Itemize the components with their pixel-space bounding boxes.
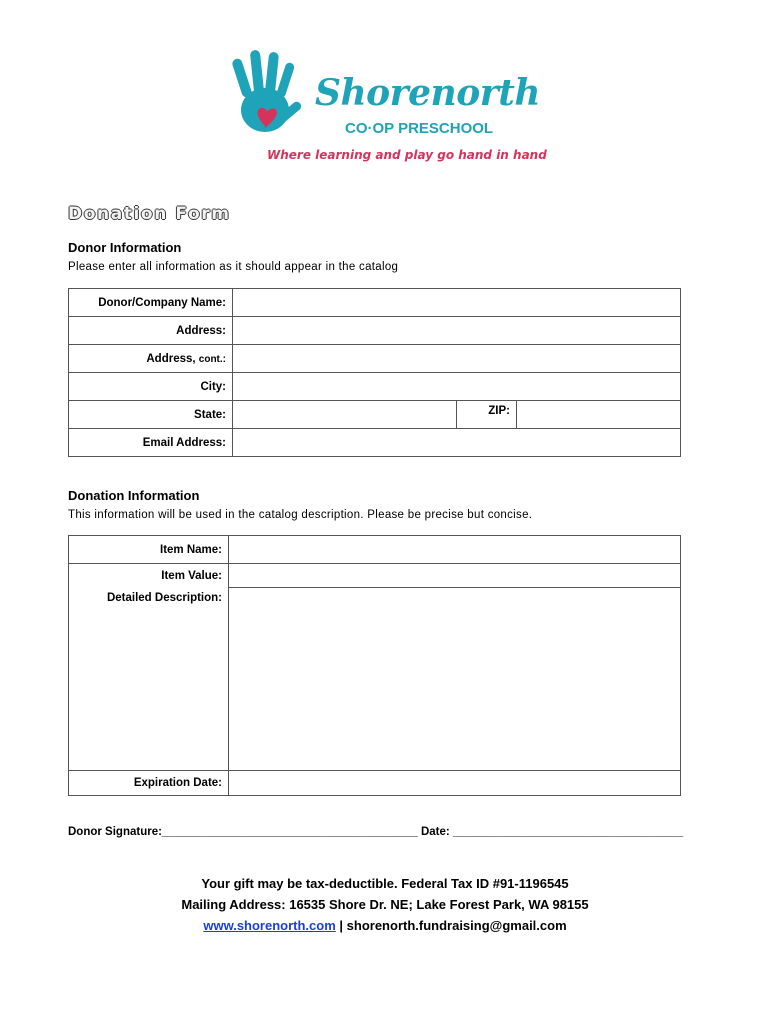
email-label: Email Address: — [69, 429, 233, 457]
city-label: City: — [69, 373, 233, 401]
expiration-field[interactable] — [229, 771, 681, 796]
item-name-label: Item Name: — [69, 536, 229, 564]
signature-label: Donor Signature: — [68, 826, 162, 838]
item-name-field[interactable] — [229, 536, 681, 564]
city-field[interactable] — [233, 373, 681, 401]
state-label: State: — [69, 401, 233, 429]
mailing-address: Mailing Address: 16535 Shore Dr. NE; Lake Forest Park, WA 98155 — [181, 897, 589, 912]
address2-label-main: Address, — [146, 352, 196, 365]
zip-field[interactable] — [517, 401, 681, 429]
email-field[interactable] — [233, 429, 681, 457]
item-value-label: Item Value: — [69, 564, 229, 588]
logo-name: Shorenorth — [315, 72, 541, 114]
contact-separator: | — [335, 918, 347, 933]
date-field[interactable]: ____________________________________ — [452, 826, 684, 838]
tax-note: Your gift may be tax-deductible. Federal Tax ID #91-1196545 — [201, 876, 569, 891]
donor-name-label: Donor/Company Name: — [69, 289, 233, 317]
description-label: Detailed Description: — [69, 588, 229, 771]
signature-field[interactable]: ________________________________________ — [161, 826, 418, 838]
expiration-label: Expiration Date: — [69, 771, 229, 796]
address-field[interactable] — [233, 317, 681, 345]
address2-label — [69, 345, 233, 373]
zip-label: ZIP: — [457, 401, 517, 429]
donor-name-field[interactable] — [233, 289, 681, 317]
description-field[interactable] — [229, 588, 681, 771]
logo-tagline: Where learning and play go hand in hand — [267, 148, 547, 162]
address2-label-small: cont.: — [198, 353, 226, 365]
signature-line — [68, 826, 683, 838]
contact-line — [0, 918, 770, 933]
date-label: Date: — [420, 826, 450, 838]
donation-note: This information will be used in the catalog description. Please be precise but concise. — [68, 509, 533, 521]
handprint-icon — [225, 48, 320, 148]
donor-note: Please enter all information as it should appear in the catalog — [68, 261, 399, 273]
logo-subtitle: CO·OP PRESCHOOL — [345, 120, 494, 137]
donor-table — [68, 288, 681, 457]
donor-heading: Donor Information — [68, 240, 182, 255]
state-field[interactable] — [233, 401, 457, 429]
form-title: Donation Form — [68, 204, 231, 224]
contact-email: shorenorth.fundraising@gmail.com — [346, 918, 567, 933]
address2-field[interactable] — [233, 345, 681, 373]
website-link[interactable]: www.shorenorth.com — [203, 918, 336, 933]
item-value-field[interactable] — [229, 564, 681, 588]
logo — [225, 48, 547, 166]
address-label: Address: — [69, 317, 233, 345]
donation-heading: Donation Information — [68, 488, 200, 503]
donation-table — [68, 535, 681, 796]
